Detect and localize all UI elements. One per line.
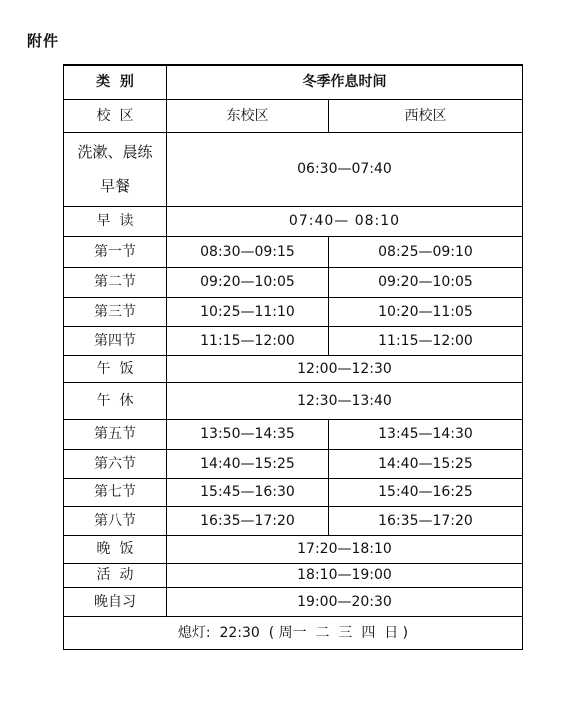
class-west-time: 14:40—15:25 (329, 449, 523, 478)
wash-row (64, 132, 523, 206)
class-row (64, 506, 523, 535)
wash-label-line1: 洗漱、晨练 (77, 142, 153, 161)
dinner-label: 晚 饭 (64, 535, 167, 563)
east-campus-header: 东校区 (167, 99, 329, 132)
lunch-label: 午 饭 (64, 355, 167, 382)
header-row (64, 65, 523, 99)
wash-label-line2: 早餐 (99, 176, 130, 195)
class-row (64, 267, 523, 297)
nap-time: 12:30—13:40 (167, 382, 523, 419)
class-label: 第八节 (64, 506, 167, 535)
class-east-time: 15:45—16:30 (167, 478, 329, 506)
dinner-time: 17:20—18:10 (167, 535, 523, 563)
category-header: 类 别 (64, 65, 167, 99)
class-row (64, 478, 523, 506)
nap-label: 午 休 (64, 382, 167, 419)
class-east-time: 10:25—11:10 (167, 297, 329, 326)
class-east-time: 13:50—14:35 (167, 419, 329, 449)
campus-label: 校 区 (64, 99, 167, 132)
reading-label: 早 读 (64, 206, 167, 236)
wash-time: 06:30—07:40 (167, 132, 523, 206)
class-west-time: 08:25—09:10 (329, 236, 523, 267)
campus-row (64, 99, 523, 132)
evening-study-label: 晚自习 (64, 587, 167, 616)
class-label: 第七节 (64, 478, 167, 506)
schedule-title: 冬季作息时间 (167, 65, 523, 99)
class-west-time: 09:20—10:05 (329, 267, 523, 297)
evening-study-time: 19:00—20:30 (167, 587, 523, 616)
class-east-time: 16:35—17:20 (167, 506, 329, 535)
class-row (64, 326, 523, 355)
class-label: 第三节 (64, 297, 167, 326)
activity-row (64, 563, 523, 587)
class-east-time: 14:40—15:25 (167, 449, 329, 478)
class-row (64, 449, 523, 478)
attachment-label: 附件 (27, 32, 60, 50)
lights-out-row (64, 616, 523, 649)
class-label: 第五节 (64, 419, 167, 449)
class-label: 第一节 (64, 236, 167, 267)
activity-time: 18:10—19:00 (167, 563, 523, 587)
class-east-time: 09:20—10:05 (167, 267, 329, 297)
evening-study-row (64, 587, 523, 616)
class-label: 第六节 (64, 449, 167, 478)
class-west-time: 15:40—16:25 (329, 478, 523, 506)
reading-time: 07:40— 08:10 (167, 206, 523, 236)
class-label: 第二节 (64, 267, 167, 297)
class-label: 第四节 (64, 326, 167, 355)
reading-row (64, 206, 523, 236)
class-west-time: 11:15—12:00 (329, 326, 523, 355)
activity-label: 活 动 (64, 563, 167, 587)
dinner-row (64, 535, 523, 563)
winter-schedule-table (63, 64, 523, 650)
class-row (64, 419, 523, 449)
class-row (64, 297, 523, 326)
class-west-time: 13:45—14:30 (329, 419, 523, 449)
class-east-time: 08:30—09:15 (167, 236, 329, 267)
class-east-time: 11:15—12:00 (167, 326, 329, 355)
lunch-time: 12:00—12:30 (167, 355, 523, 382)
nap-row (64, 382, 523, 419)
wash-label (64, 132, 167, 206)
class-row (64, 236, 523, 267)
class-west-time: 16:35—17:20 (329, 506, 523, 535)
lunch-row (64, 355, 523, 382)
lights-out-text: 熄灯: 22:30 ( 周一 二 三 四 日 ) (64, 616, 523, 649)
class-west-time: 10:20—11:05 (329, 297, 523, 326)
west-campus-header: 西校区 (329, 99, 523, 132)
